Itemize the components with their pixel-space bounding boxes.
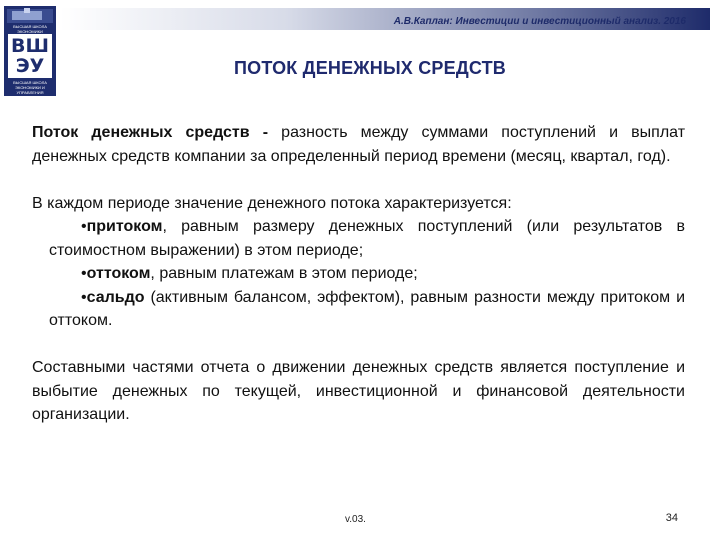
page-number: 34 — [665, 512, 678, 524]
logo-top-text: ВЫСШАЯ ШКОЛА ЭКОНОМИКИ — [13, 24, 47, 34]
version-label: v.03. — [345, 514, 366, 525]
balance-term: сальдо — [86, 288, 145, 306]
list-item-outflow: •оттоком, равным платежам в этом периоде; — [81, 265, 418, 282]
list-item-balance: •сальдо (активным балансом, эффектом), равным разности между притоком и оттоком. — [49, 288, 685, 329]
list-item-inflow: •притоком, равным размеру денежных поступлений (или результатов в стоимостном выражении) в этом периоде; — [49, 218, 685, 259]
page-title: ПОТОК ДЕНЕЖНЫХ СРЕДСТВ — [234, 58, 506, 78]
definition-term: Поток денежных средств — [32, 124, 250, 141]
logo-mark-line2: ЭУ — [15, 55, 45, 77]
author-line: А.В.Каплан: Инвестиции и инвестиционный анализ. 2016 — [393, 16, 686, 27]
logo-bottom-text: ВЫСШАЯ ШКОЛА ЭКОНОМИКИ И УПРАВЛЕНИЯ — [13, 80, 47, 95]
definition-dash: - — [249, 124, 282, 141]
characteristics-intro: В каждом периоде значение денежного потока характеризуется: — [32, 194, 512, 212]
school-logo — [4, 6, 56, 96]
slide-content — [32, 121, 685, 427]
logo-mark-line1: ВШ — [11, 35, 49, 57]
balance-text: (активным балансом, эффектом), равным разности между притоком и оттоком. — [49, 288, 685, 329]
definition-paragraph — [32, 121, 685, 168]
inflow-text: , равным размеру денежных поступлений (или результатов в стоимостном выражении) в этом периоде; — [49, 218, 685, 259]
outflow-text: , равным платежам в этом периоде; — [150, 265, 418, 282]
conclusion-paragraph: Составными частями отчета о движении денежных средств является поступление и выбытие денежных по текущей, инвестиционной и финансовой деятельности организации. — [32, 359, 685, 423]
outflow-term: оттоком — [86, 265, 151, 282]
inflow-term: притоком — [86, 218, 163, 235]
logo-dome-icon — [24, 8, 30, 13]
definition-text: разность между суммами поступлений и выплат денежных средств компании за определенный период времени (месяц, квартал, год). — [32, 124, 686, 165]
